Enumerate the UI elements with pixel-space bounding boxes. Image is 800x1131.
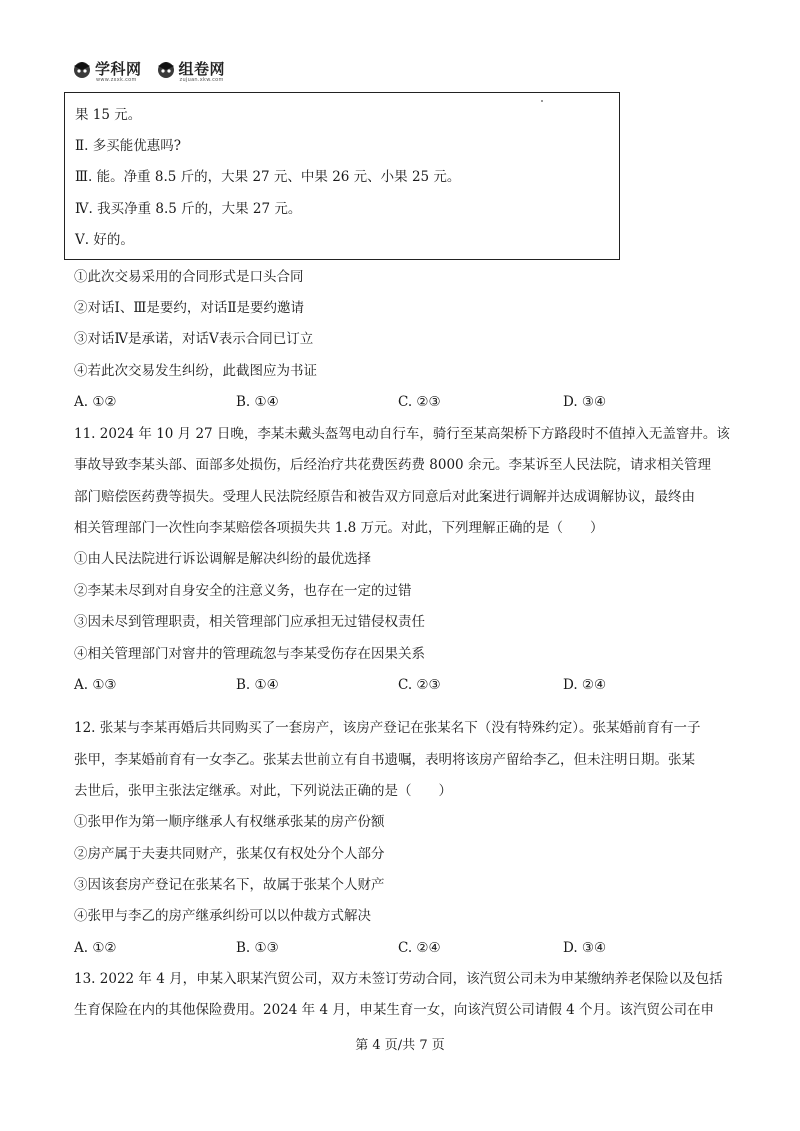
dialog-line: Ⅲ. 能。净重 8.5 斤的，大果 27 元、中果 26 元、小果 25 元。 [75,169,461,185]
q11-stem-line: 相关管理部门一次性向李某赔偿各项损失共 1.8 万元。对此，下列理解正确的是（ ） [74,520,604,536]
q12-option-c[interactable]: C. ②④ [398,940,441,956]
q12-statement: ①张甲作为第一顺序继承人有权继承张某的房产份额 [74,814,385,830]
graduation-cap-icon [156,59,176,79]
dialog-line: Ⅳ. 我买净重 8.5 斤的，大果 27 元。 [75,201,302,217]
q10-statement: ②对话Ⅰ、Ⅲ是要约，对话Ⅱ是要约邀请 [74,300,305,316]
q11-statement: ④相关管理部门对窨井的管理疏忽与李某受伤存在因果关系 [74,646,425,662]
q12-stem-line: 张甲，李某婚前育有一女李乙。张某去世前立有自书遗嘱，表明将该房产留给李乙，但未注明日期。张某 [74,752,695,768]
q10-statement: ①此次交易采用的合同形式是口头合同 [74,269,304,285]
q10-option-a[interactable]: A. ①② [74,394,117,410]
q12-option-b[interactable]: B. ①③ [236,940,279,956]
q12-stem-line: 去世后，张甲主张法定继承。对此，下列说法正确的是（ ） [74,783,452,799]
q12-stem-line: 12. 张某与李某再婚后共同购买了一套房产，该房产登记在张某名下（没有特殊约定）。张某婚前育有一子 [74,720,701,736]
q12-statement: ②房产属于夫妻共同财产，张某仅有权处分个人部分 [74,846,385,862]
q11-option-b[interactable]: B. ①④ [236,677,279,693]
dialog-screenshot-box [64,92,620,260]
q11-option-d[interactable]: D. ②④ [563,677,607,693]
q11-stem-line: 事故导致李某头部、面部多处损伤，后经治疗共花费医药费 8000 余元。李某诉至人民法院，请求相关管理 [74,457,711,473]
q12-statement: ④张甲与李乙的房产继承纠纷可以以仲裁方式解决 [74,908,371,924]
q12-option-d[interactable]: D. ③④ [563,940,607,956]
q11-stem-line: 部门赔偿医药费等损失。受理人民法院经原告和被告双方同意后对此案进行调解并达成调解协议，最终由 [74,489,695,505]
q10-option-d[interactable]: D. ③④ [563,394,607,410]
zujuan-logo [156,58,226,83]
logo-domain-zxxk: www.zxxk.com [96,77,137,83]
q11-option-c[interactable]: C. ②③ [398,677,441,693]
q10-option-b[interactable]: B. ①④ [236,394,279,410]
q13-stem-line: 13. 2022 年 4 月，申某入职某汽贸公司，双方未签订劳动合同，该汽贸公司未为申某缴纳养老保险以及包括 [74,971,723,987]
header-logos [72,58,226,83]
dialog-line: Ⅱ. 多买能优惠吗? [75,138,181,154]
q10-statement: ③对话Ⅳ是承诺，对话Ⅴ表示合同已订立 [74,331,314,347]
q11-stem-line: 11. 2024 年 10 月 27 日晚，李某未戴头盔驾电动自行车，骑行至某高架桥下方路段时不值掉入无盖窨井。该 [74,426,730,442]
q12-option-a[interactable]: A. ①② [74,940,117,956]
q11-statement: ①由人民法院进行诉讼调解是解决纠纷的最优选择 [74,551,371,567]
zxxk-logo [72,58,142,83]
q11-statement: ②李某未尽到对自身安全的注意义务，也存在一定的过错 [74,583,412,599]
logo-name-zujuan: 组卷网 [178,60,226,78]
q10-option-c[interactable]: C. ②③ [398,394,441,410]
q11-statement: ③因未尽到管理职责，相关管理部门应承担无过错侵权责任 [74,614,425,630]
page-number: 第 4 页/共 7 页 [355,1038,445,1053]
q13-stem-line: 生育保险在内的其他保险费用。2024 年 4 月，申某生育一女，向该汽贸公司请假 4 个月。该汽贸公司在申 [74,1002,714,1018]
q11-option-a[interactable]: A. ①③ [74,677,117,693]
graduation-cap-icon [72,59,92,79]
q12-statement: ③因该套房产登记在张某名下，故属于张某个人财产 [74,877,385,893]
logo-name-zxxk: 学科网 [95,60,142,78]
q10-statement: ④若此次交易发生纠纷，此截图应为书证 [74,363,317,379]
logo-domain-zujuan: zujuan.xkw.com [179,77,224,83]
dialog-line: 果 15 元。 [75,107,142,123]
dialog-line: Ⅴ. 好的。 [75,232,134,248]
